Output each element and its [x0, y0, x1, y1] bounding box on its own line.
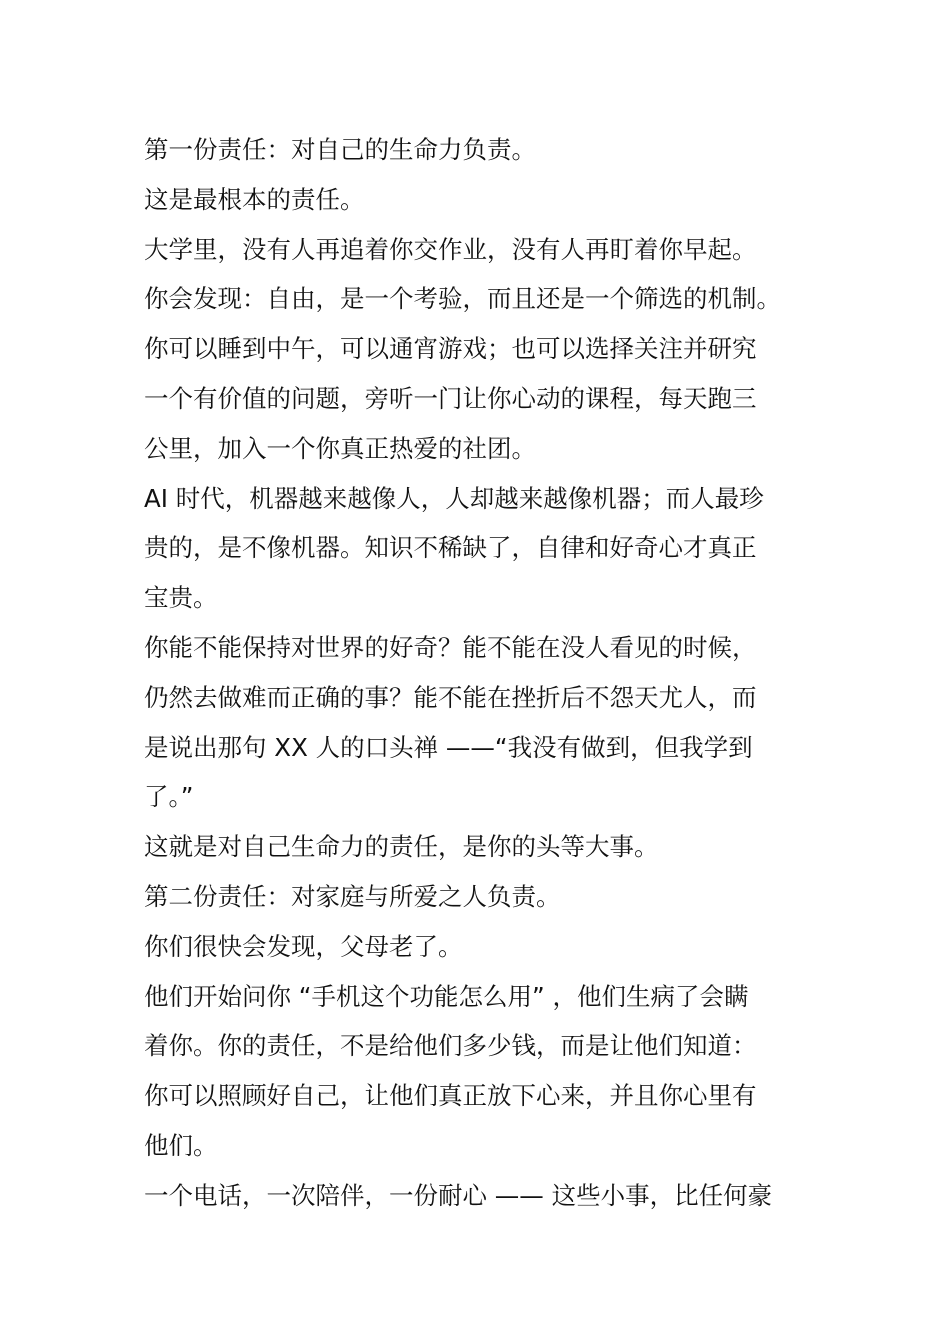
- text-line: 一个电话，一次陪伴，一份耐心 —— 这些小事，比任何豪: [144, 1180, 773, 1210]
- text-line: 仍然去做难而正确的事？能不能在挫折后不怨天尤人，而: [144, 682, 757, 712]
- text-line: 公里，加入一个你真正热爱的社团。: [144, 433, 536, 463]
- text-line: 了。”: [144, 782, 194, 812]
- document-body: [144, 125, 809, 1221]
- text-line: 你能不能保持对世界的好奇？能不能在没人看见的时候，: [144, 632, 757, 662]
- text-line: 这就是对自己生命力的责任，是你的头等大事。: [144, 832, 659, 862]
- text-line: 他们开始问你 “手机这个功能怎么用” ，他们生病了会瞒: [144, 981, 749, 1011]
- text-line: 你可以照顾好自己，让他们真正放下心来，并且你心里有: [144, 1081, 757, 1111]
- text-line: 大学里，没有人再追着你交作业，没有人再盯着你早起。: [144, 234, 757, 264]
- text-line: 贵的，是不像机器。知识不稀缺了，自律和好奇心才真正: [144, 533, 757, 563]
- text-line: 你可以睡到中午，可以通宵游戏；也可以选择关注并研究: [144, 334, 757, 364]
- text-line: 第一份责任：对自己的生命力负责。: [144, 135, 536, 164]
- text-line: 他们。: [144, 1130, 218, 1160]
- text-line: 第二份责任：对家庭与所爱之人负责。: [144, 881, 561, 911]
- text-line: AI 时代，机器越来越像人，人却越来越像机器；而人最珍: [144, 483, 764, 513]
- text-line: 你会发现：自由，是一个考验，而且还是一个筛选的机制。: [144, 284, 781, 314]
- text-line: 这是最根本的责任。: [144, 184, 365, 214]
- text-line: 你们很快会发现，父母老了。: [144, 931, 463, 961]
- text-line: 宝贵。: [144, 583, 218, 613]
- text-line: 着你。你的责任，不是给他们多少钱，而是让他们知道：: [144, 1031, 757, 1061]
- text-line: 一个有价值的问题，旁听一门让你心动的课程，每天跑三: [144, 383, 757, 413]
- text-line: 是说出那句 XX 人的口头禅 ——“我没有做到，但我学到: [144, 732, 753, 762]
